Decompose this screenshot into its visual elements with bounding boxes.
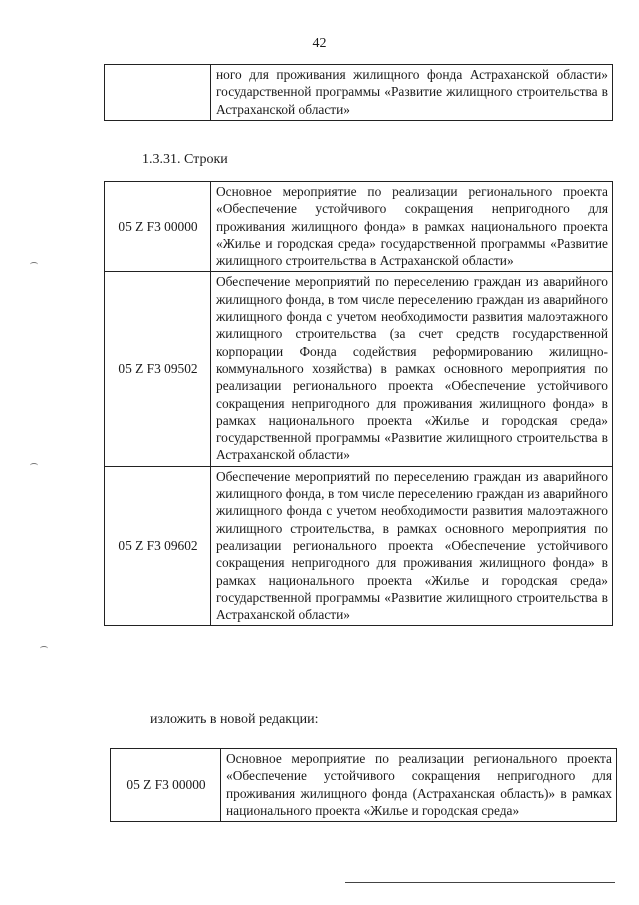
new-edition-text: изложить в новой редакции: [150,712,319,727]
code-cell: 05 Z F3 09502 [105,272,211,466]
description-cell: Основное мероприятие по реализации регионального проекта «Обеспечение устойчивого сокращения непригодного для проживания жилищного фонда» в рамках национального проекта «Жилье и городская среда» государственной программы «Развитие жилищного строительства в Астраханской области» [211,182,613,272]
margin-mark [30,262,38,267]
bottom-rule [345,882,615,883]
page-number: 42 [312,36,327,51]
continued-table [104,64,613,121]
code-cell: 05 Z F3 00000 [105,182,211,272]
code-cell: 05 Z F3 09602 [105,466,211,626]
old-lines-table [104,181,613,626]
description-cell: Обеспечение мероприятий по переселению граждан из аварийного жилищного фонда, в том числе переселению граждан из аварийного жилищного фонда с учетом необходимости развития малоэтажного жилищного строительства, в рамках основного мероприятия по реализации регионального проекта «Обеспечение устойчивого сокращения непригодного для проживания жилищного фонда» в рамках национального проекта «Жилье и городская среда» государственной программы «Развитие жилищного строительства в Астраханской области» [211,466,613,626]
table-row [105,65,613,121]
table-row [105,466,613,626]
description-cell: Основное мероприятие по реализации регионального проекта «Обеспечение устойчивого сокращения непригодного для проживания жилищного фонда (Астраханская область)» в рамках национального проекта «Жилье и городская среда» [221,749,617,822]
table-row [111,749,617,822]
margin-mark [40,646,48,651]
table-row [105,272,613,466]
new-lines-table [110,748,617,822]
description-cell: ного для проживания жилищного фонда Астраханской области» государственной программы «Развитие жилищного строительства в Астраханской области» [211,65,613,121]
table-row [105,182,613,272]
description-cell: Обеспечение мероприятий по переселению граждан из аварийного жилищного фонда, в том числе переселению граждан из аварийного жилищного фонда с учетом необходимости развития малоэтажного жилищного строительства (за счет средств государственной корпорации Фонда содействия реформированию жилищно-коммунального хозяйства) в рамках основного мероприятия по реализации регионального проекта «Обеспечение устойчивого сокращения непригодного для проживания жилищного фонда» в рамках национального проекта «Жилье и городская среда» государственной программы «Развитие жилищного строительства в Астраханской области» [211,272,613,466]
code-cell [105,65,211,121]
code-cell: 05 Z F3 00000 [111,749,221,822]
section-heading: 1.3.31. Строки [142,152,228,167]
margin-mark [30,463,38,468]
